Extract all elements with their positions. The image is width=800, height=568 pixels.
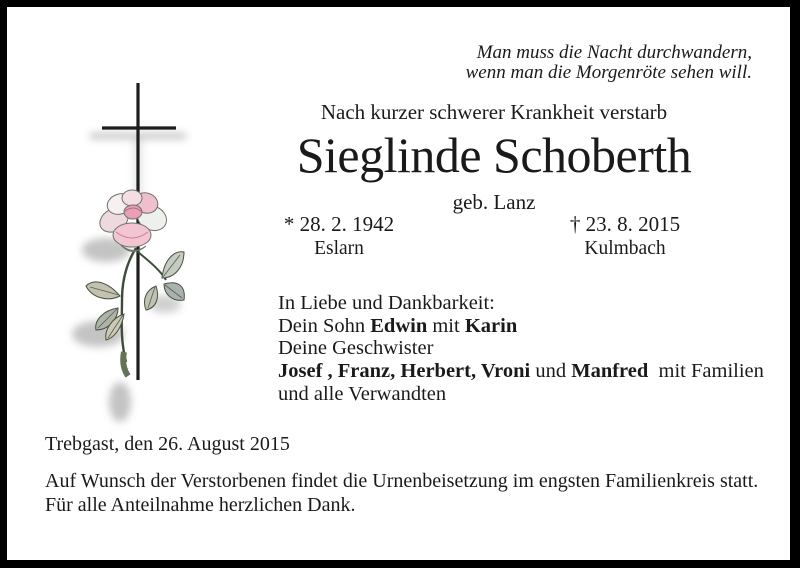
cross-and-rose-illustration: [62, 72, 232, 432]
siblings-label: Deine Geschwister: [278, 337, 434, 360]
birth-date-line: [269, 212, 409, 237]
mourners-intro: In Liebe und Dankbarkeit:: [278, 292, 495, 314]
maiden-name: geb. Lanz: [452, 190, 536, 214]
illustration-shadow: [72, 133, 186, 422]
death-announcement-line: Nach kurzer schwerer Krankheit verstarb: [320, 100, 668, 124]
death-date-line: [555, 212, 695, 237]
siblings-mid: und: [530, 360, 572, 383]
thanks-line: Für alle Anteilnahme herzlichen Dank.: [45, 494, 356, 516]
son-mid: mit: [427, 314, 465, 337]
son-line: [278, 315, 764, 338]
died-symbol: †: [569, 212, 581, 236]
epigraph-line-1: Man muss die Nacht durchwandern,: [476, 42, 752, 63]
birth-date: 28. 2. 1942: [299, 212, 395, 236]
siblings-names: Josef , Franz, Herbert, Vroni: [278, 360, 531, 383]
death-place: Kulmbach: [584, 238, 666, 259]
birth-info: [269, 212, 409, 261]
epigraph-line-2: wenn man die Morgenröte sehen will.: [465, 61, 752, 83]
mourners-block: [278, 292, 764, 406]
relatives-line: und alle Verwandten: [278, 382, 447, 405]
death-date: 23. 8. 2015: [585, 212, 681, 236]
siblings-last-name: Manfred: [571, 360, 649, 383]
death-info: [555, 212, 695, 261]
siblings-line: [278, 360, 764, 383]
place-and-date-line: Trebgast, den 26. August 2015: [45, 433, 290, 455]
epigraph: [466, 43, 752, 82]
son-partner-name: Karin: [464, 314, 518, 337]
son-name: Edwin: [370, 314, 428, 337]
deceased-name: Sieglinde Schoberth: [296, 127, 692, 183]
obituary-card: [7, 7, 790, 560]
born-symbol: *: [283, 212, 295, 236]
son-prefix: Dein Sohn: [278, 314, 371, 337]
siblings-suffix: mit Familien: [648, 360, 764, 383]
burial-notice-line: Auf Wunsch der Verstorbenen findet die Urnenbeisetzung im engsten Familienkreis statt.: [45, 470, 759, 492]
birth-place: Eslarn: [314, 238, 364, 259]
